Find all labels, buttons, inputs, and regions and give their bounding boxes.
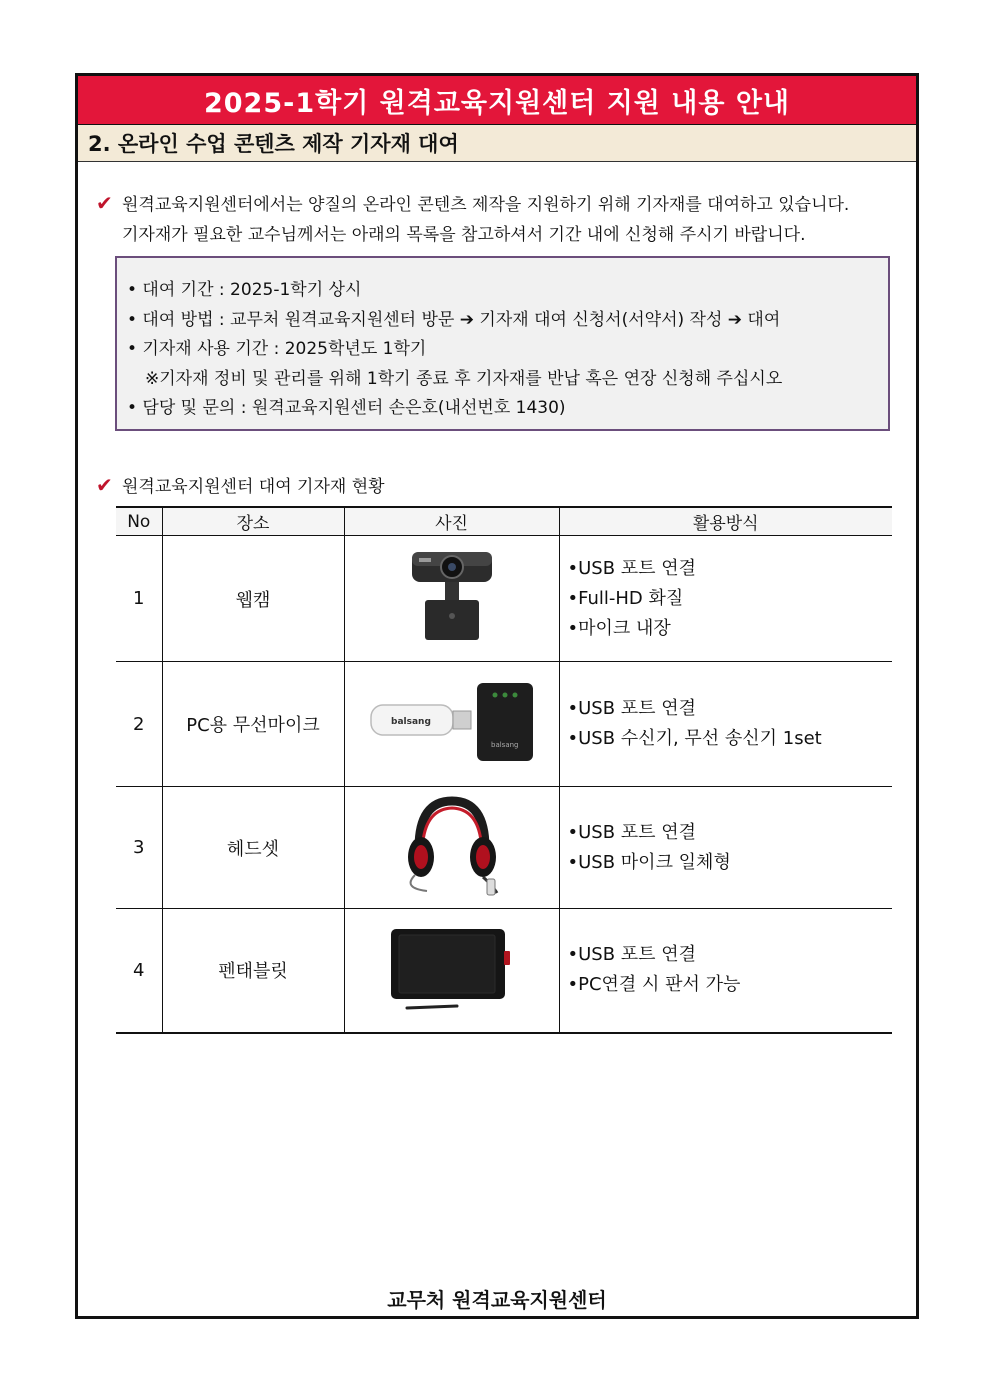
equipment-name: 펜태블릿 <box>162 909 344 1033</box>
equipment-table <box>116 506 892 1034</box>
check-icon: ✔ <box>96 473 113 497</box>
usage-list <box>559 787 892 909</box>
usage-item: •USB 마이크 일체형 <box>567 851 731 873</box>
section-heading <box>78 125 916 162</box>
table-row <box>116 787 892 909</box>
usage-item: •USB 포트 연결 <box>567 557 697 579</box>
usage-list <box>559 909 892 1033</box>
brand-label-small: balsang <box>490 740 518 749</box>
intro-paragraph <box>96 188 849 250</box>
wireless-mic-icon <box>367 677 537 767</box>
brand-label: balsang <box>390 716 431 727</box>
usage-item: •USB 수신기, 무선 송신기 1set <box>567 728 822 749</box>
info-return-note: ※기자재 정비 및 관리를 위해 1학기 종료 후 기자재를 반납 혹은 연장 신청해 주십시오 <box>145 368 783 389</box>
headset-icon <box>397 793 507 898</box>
info-usage-period: • 기자재 사용 기간 : 2025학년도 1학기 <box>127 339 427 359</box>
equipment-heading <box>96 472 385 497</box>
col-photo: 사진 <box>344 507 559 536</box>
equipment-heading-text: 원격교육지원센터 대여 기자재 현황 <box>122 477 385 497</box>
intro-line-1: 원격교육지원센터에서는 양질의 온라인 콘텐츠 제작을 지원하기 위해 기자재를 대여하고 있습니다. <box>122 195 850 215</box>
section-title: 2. 온라인 수업 콘텐츠 제작 기자재 대여 <box>88 132 459 156</box>
page-title: 2025-1학기 원격교육지원센터 지원 내용 안내 <box>78 76 916 125</box>
usage-item: •USB 포트 연결 <box>567 944 697 966</box>
rental-info-box <box>115 256 890 431</box>
row-number: 2 <box>116 662 162 787</box>
row-number: 1 <box>116 536 162 662</box>
equipment-name: 헤드셋 <box>162 787 344 909</box>
info-contact: • 담당 및 문의 : 원격교육지원센터 손은호(내선번호 1430) <box>127 398 566 418</box>
webcam-photo <box>344 536 559 662</box>
usage-list <box>559 662 892 787</box>
footer-org-name: 교무처 원격교육지원센터 <box>387 1288 607 1312</box>
col-item: 장소 <box>162 507 344 536</box>
intro-line-2: 기자재가 필요한 교수님께서는 아래의 목록을 참고하셔서 기간 내에 신청해 주시기 바랍니다. <box>122 225 806 245</box>
table-row <box>116 662 892 787</box>
pen-tablet-icon <box>387 923 517 1013</box>
pen-tablet-photo <box>344 909 559 1033</box>
info-rental-method: • 대여 방법 : 교무처 원격교육지원센터 방문 ➔ 기자재 대여 신청서(서약서) 작성 ➔ 대여 <box>127 309 781 330</box>
usage-item: •PC연결 시 판서 가능 <box>567 974 741 996</box>
document-frame <box>75 73 919 1319</box>
equipment-name: 웹캠 <box>162 536 344 662</box>
webcam-icon <box>407 546 497 646</box>
check-icon: ✔ <box>96 191 113 215</box>
usage-item: •USB 포트 연결 <box>567 698 697 719</box>
equipment-name: PC용 무선마이크 <box>162 662 344 787</box>
usage-item: •Full-HD 화질 <box>567 587 684 609</box>
headset-photo <box>344 787 559 909</box>
table-row <box>116 909 892 1033</box>
col-no: No <box>116 507 162 536</box>
wireless-mic-photo <box>344 662 559 787</box>
row-number: 4 <box>116 909 162 1033</box>
usage-list <box>559 536 892 662</box>
col-usage: 활용방식 <box>559 507 892 536</box>
info-rental-period: • 대여 기간 : 2025-1학기 상시 <box>127 280 362 300</box>
table-row <box>116 536 892 662</box>
usage-item: •USB 포트 연결 <box>567 821 697 843</box>
table-header-row <box>116 507 892 536</box>
usage-item: •마이크 내장 <box>567 617 671 639</box>
row-number: 3 <box>116 787 162 909</box>
